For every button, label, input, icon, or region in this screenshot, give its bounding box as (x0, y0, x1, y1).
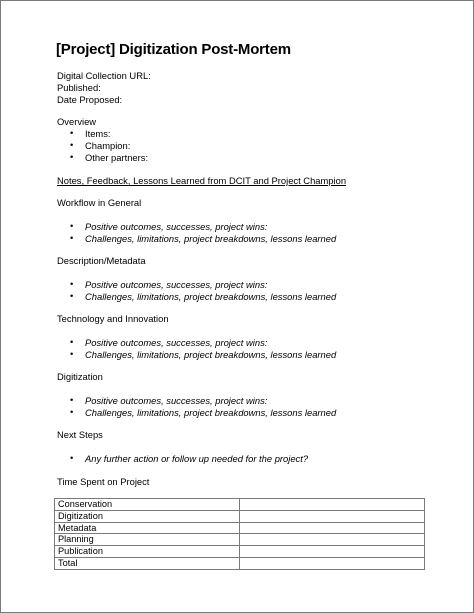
section-heading-technology: Technology and Innovation (57, 313, 169, 324)
next-steps-bullet: Any further action or follow up needed for the project? (85, 453, 309, 464)
table-row (55, 499, 425, 511)
section-heading-workflow: Workflow in General (57, 197, 142, 208)
table-row (55, 557, 425, 569)
workflow-challenges: Challenges, limitations, project breakdowns, lessons learned (85, 233, 337, 244)
digitization-challenges: Challenges, limitations, project breakdowns, lessons learned (85, 407, 337, 418)
collection-url-label: Digital Collection URL: (57, 70, 151, 81)
table-cell-value[interactable] (240, 510, 425, 522)
overview-heading: Overview (57, 116, 97, 127)
date-proposed-label: Date Proposed: (57, 94, 123, 105)
workflow-positive: Positive outcomes, successes, project wins: (85, 221, 268, 232)
table-cell-value[interactable] (240, 534, 425, 546)
bullet-marker: • (70, 336, 74, 347)
next-steps-heading: Next Steps (57, 429, 103, 440)
overview-champion: Champion: (85, 140, 131, 151)
table-row (55, 546, 425, 558)
notes-heading: Notes, Feedback, Lessons Learned from DCIT and Project Champion (57, 175, 347, 186)
bullet-marker: • (70, 220, 74, 231)
bullet-marker: • (70, 452, 74, 463)
table-row (55, 522, 425, 534)
table-cell-value[interactable] (240, 499, 425, 511)
bullet-marker: • (70, 232, 74, 243)
overview-items: Items: (85, 128, 111, 139)
technology-positive: Positive outcomes, successes, project wins: (85, 337, 268, 348)
table-cell-value[interactable] (240, 522, 425, 534)
table-cell-label: Conservation (55, 499, 240, 511)
description-challenges: Challenges, limitations, project breakdowns, lessons learned (85, 291, 337, 302)
digitization-positive: Positive outcomes, successes, project wins: (85, 395, 268, 406)
bullet-marker: • (70, 290, 74, 301)
bullet-marker: • (70, 406, 74, 417)
bullet-marker: • (70, 278, 74, 289)
published-label: Published: (57, 82, 101, 93)
bullet-marker: • (70, 394, 74, 405)
table-cell-label: Planning (55, 534, 240, 546)
bullet-marker: • (70, 151, 74, 162)
table-cell-value[interactable] (240, 557, 425, 569)
table-cell-label: Publication (55, 546, 240, 558)
time-spent-heading: Time Spent on Project (57, 476, 150, 487)
table-row (55, 534, 425, 546)
table-cell-label: Total (55, 557, 240, 569)
technology-challenges: Challenges, limitations, project breakdowns, lessons learned (85, 349, 337, 360)
table-cell-value[interactable] (240, 546, 425, 558)
description-positive: Positive outcomes, successes, project wins: (85, 279, 268, 290)
section-heading-digitization: Digitization (57, 371, 103, 382)
table-row (55, 510, 425, 522)
section-heading-description: Description/Metadata (57, 255, 146, 266)
overview-partners: Other partners: (85, 152, 149, 163)
bullet-marker: • (70, 348, 74, 359)
table-cell-label: Digitization (55, 510, 240, 522)
bullet-marker: • (70, 127, 74, 138)
bullet-marker: • (70, 139, 74, 150)
table-cell-label: Metadata (55, 522, 240, 534)
time-spent-table (54, 498, 425, 570)
document-title: [Project] Digitization Post-Mortem (56, 41, 291, 58)
